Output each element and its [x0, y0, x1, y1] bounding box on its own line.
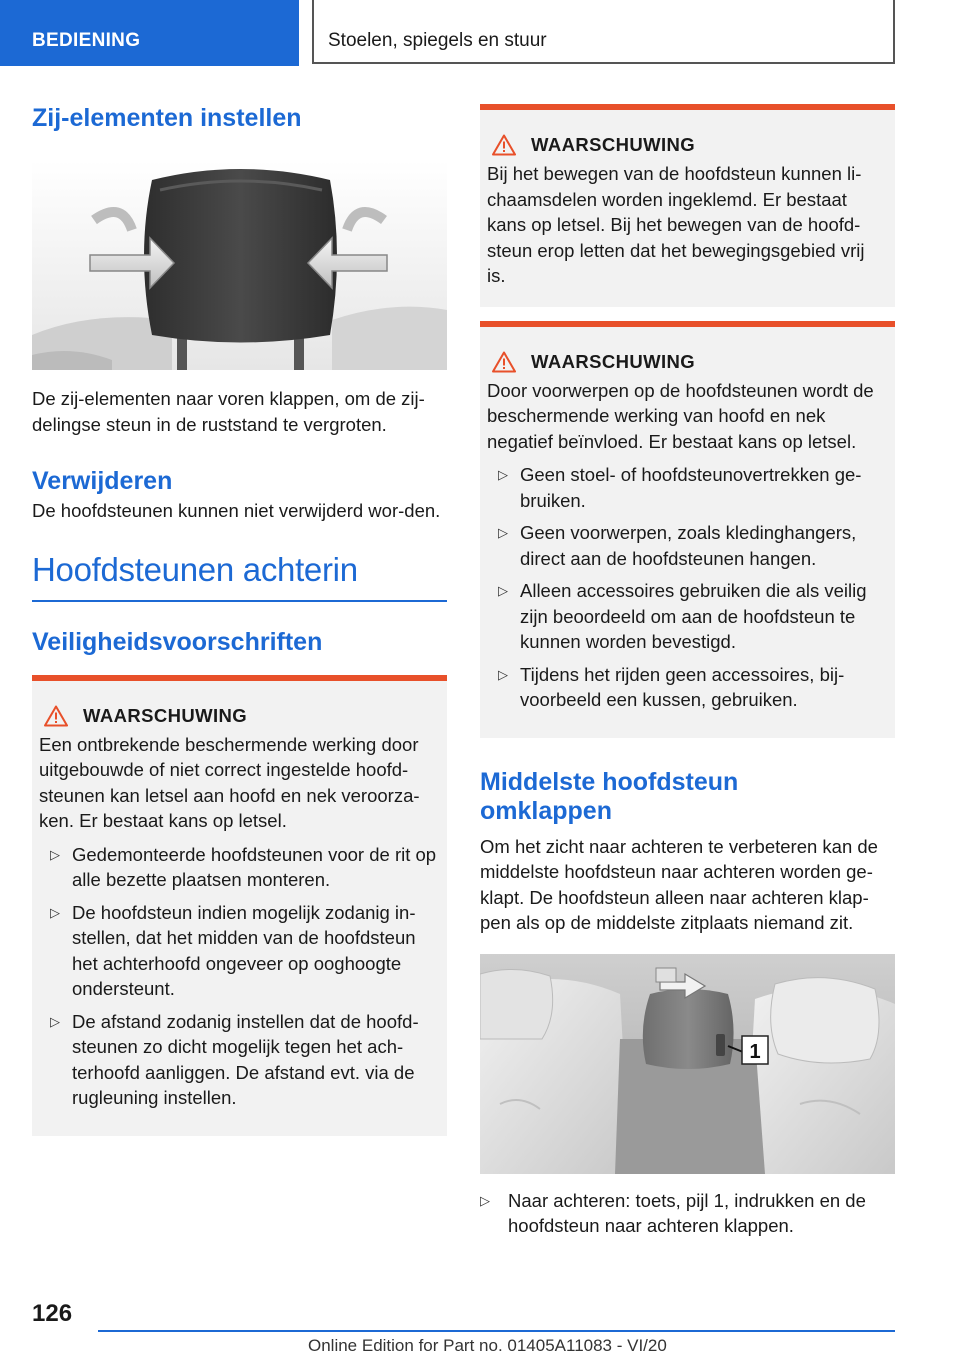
warning-triangle-icon	[492, 351, 516, 373]
list-item	[38, 1009, 439, 1111]
side-elements-text: De zij-elementen naar voren klappen, om de zij-delingse steun in de ruststand te vergroten.	[32, 388, 425, 435]
list-item-text: Alleen accessoires gebruiken die als veilig zijn beoordeeld om aan de hoofdsteun te kunnen worden bevestigd.	[520, 580, 867, 652]
list-item	[486, 662, 887, 713]
left-column	[32, 104, 447, 1136]
headrest-side-elements-image	[32, 160, 447, 370]
warning-box	[480, 104, 895, 307]
fold-bullets	[480, 1188, 895, 1239]
warning-title	[486, 351, 887, 373]
triangle-bullet-icon: ▷	[50, 904, 60, 920]
triangle-bullet-icon: ▷	[498, 525, 508, 540]
safety-heading: Veiligheidsvoorschriften	[32, 627, 323, 656]
warning-box	[32, 675, 447, 1136]
list-item-text: Tijdens het rijden geen accessoires, bij-voorbeeld een kussen, gebruiken.	[520, 663, 845, 710]
removal-heading: Verwijderen	[32, 467, 173, 495]
warning-text: Een ontbrekende beschermende werking door uitgebouwde of niet correct ingestelde hoofd-steunen kan letsel aan hoofd en nek veroorza-ken. Er bestaat kans op letsel.	[39, 733, 420, 831]
triangle-bullet-icon: ▷	[480, 1192, 490, 1208]
warning-text: Bij het bewegen van de hoofdsteun kunnen li-chaamsdelen worden ingeklemd. Er bestaat kans op letsel. Bij het bewegen van de hoofd-steun erop letten dat het bewegingsgebied vrij is.	[487, 163, 865, 286]
side-elements-heading: Zij-elementen instellen	[32, 104, 302, 132]
triangle-bullet-icon: ▷	[498, 666, 508, 682]
list-item	[480, 1188, 895, 1239]
warning-triangle-icon	[492, 134, 516, 156]
list-item	[486, 520, 887, 571]
warning-title-label: WAARSCHUWING	[83, 704, 248, 726]
chapter-heading-rule	[32, 600, 447, 602]
list-item-text: De afstand zodanig instellen dat de hoofd-steunen zo dicht mogelijk tegen het ach-terhoofd aanliggen. De afstand evt. via de rugleuning instellen.	[72, 1010, 419, 1108]
page-number: 126	[32, 1300, 73, 1327]
warning-title-label: WAARSCHUWING	[531, 134, 696, 155]
fold-heading: Middelste hoofdsteun omklappen	[480, 767, 739, 825]
removal-text: De hoofdsteunen kunnen niet verwijderd wor-den.	[32, 500, 441, 521]
right-column	[480, 104, 895, 1246]
chapter-title[interactable]: Stoelen, spiegels en stuur	[312, 0, 895, 64]
footer-rule	[98, 1330, 895, 1332]
warning-title-label: WAARSCHUWING	[531, 350, 696, 372]
center-headrest-image	[480, 954, 895, 1174]
list-item	[486, 578, 887, 655]
list-item-text: Naar achteren: toets, pijl 1, indrukken en de hoofdsteun naar achteren klappen.	[508, 1189, 866, 1236]
triangle-bullet-icon: ▷	[50, 846, 60, 862]
page-header	[0, 0, 960, 66]
triangle-bullet-icon: ▷	[498, 583, 508, 598]
warning-title	[38, 705, 439, 727]
warning-title	[486, 134, 887, 156]
rear-seat-illustration	[480, 954, 895, 1174]
warning-text: Door voorwerpen op de hoofdsteunen wordt de beschermende werking van hoofd en nek negatief beïnvloed. Er bestaat kans op letsel.	[487, 379, 874, 452]
list-item-text: Gedemonteerde hoofdsteunen voor de rit op alle bezette plaatsen monteren.	[72, 843, 437, 890]
fold-text: Om het zicht naar achteren te verbeteren kan de middelste hoofdsteun naar achteren worden ge-klapt. De hoofdsteun alleen naar achteren klap-pen als op de middelste zitplaats niemand zit.	[480, 835, 878, 933]
section-tab[interactable]: BEDIENING	[0, 0, 299, 66]
edition-note: Online Edition for Part no. 01405A11083 - VI/20	[308, 1336, 667, 1355]
page-footer	[0, 1290, 960, 1362]
chapter-heading: Hoofdsteunen achterin	[32, 550, 358, 588]
warning-bullets	[38, 842, 439, 1111]
warning-box	[480, 321, 895, 738]
list-item	[38, 900, 439, 1002]
warning-bullets	[486, 462, 887, 713]
callout-number: 1	[749, 1040, 761, 1063]
list-item-text: De hoofdsteun indien mogelijk zodanig in-stellen, dat het midden van de hoofdsteun het achterhoofd ongeveer op ooghoogte ondersteunt.	[72, 901, 416, 999]
warning-triangle-icon	[44, 705, 68, 727]
list-item	[38, 842, 439, 893]
headrest-illustration	[32, 160, 447, 370]
triangle-bullet-icon: ▷	[50, 1013, 60, 1029]
triangle-bullet-icon: ▷	[498, 467, 508, 482]
list-item-text: Geen stoel- of hoofdsteunovertrekken ge-bruiken.	[520, 464, 862, 511]
list-item	[486, 462, 887, 513]
list-item-text: Geen voorwerpen, zoals kledinghangers, direct aan de hoofdsteunen hangen.	[520, 522, 857, 569]
